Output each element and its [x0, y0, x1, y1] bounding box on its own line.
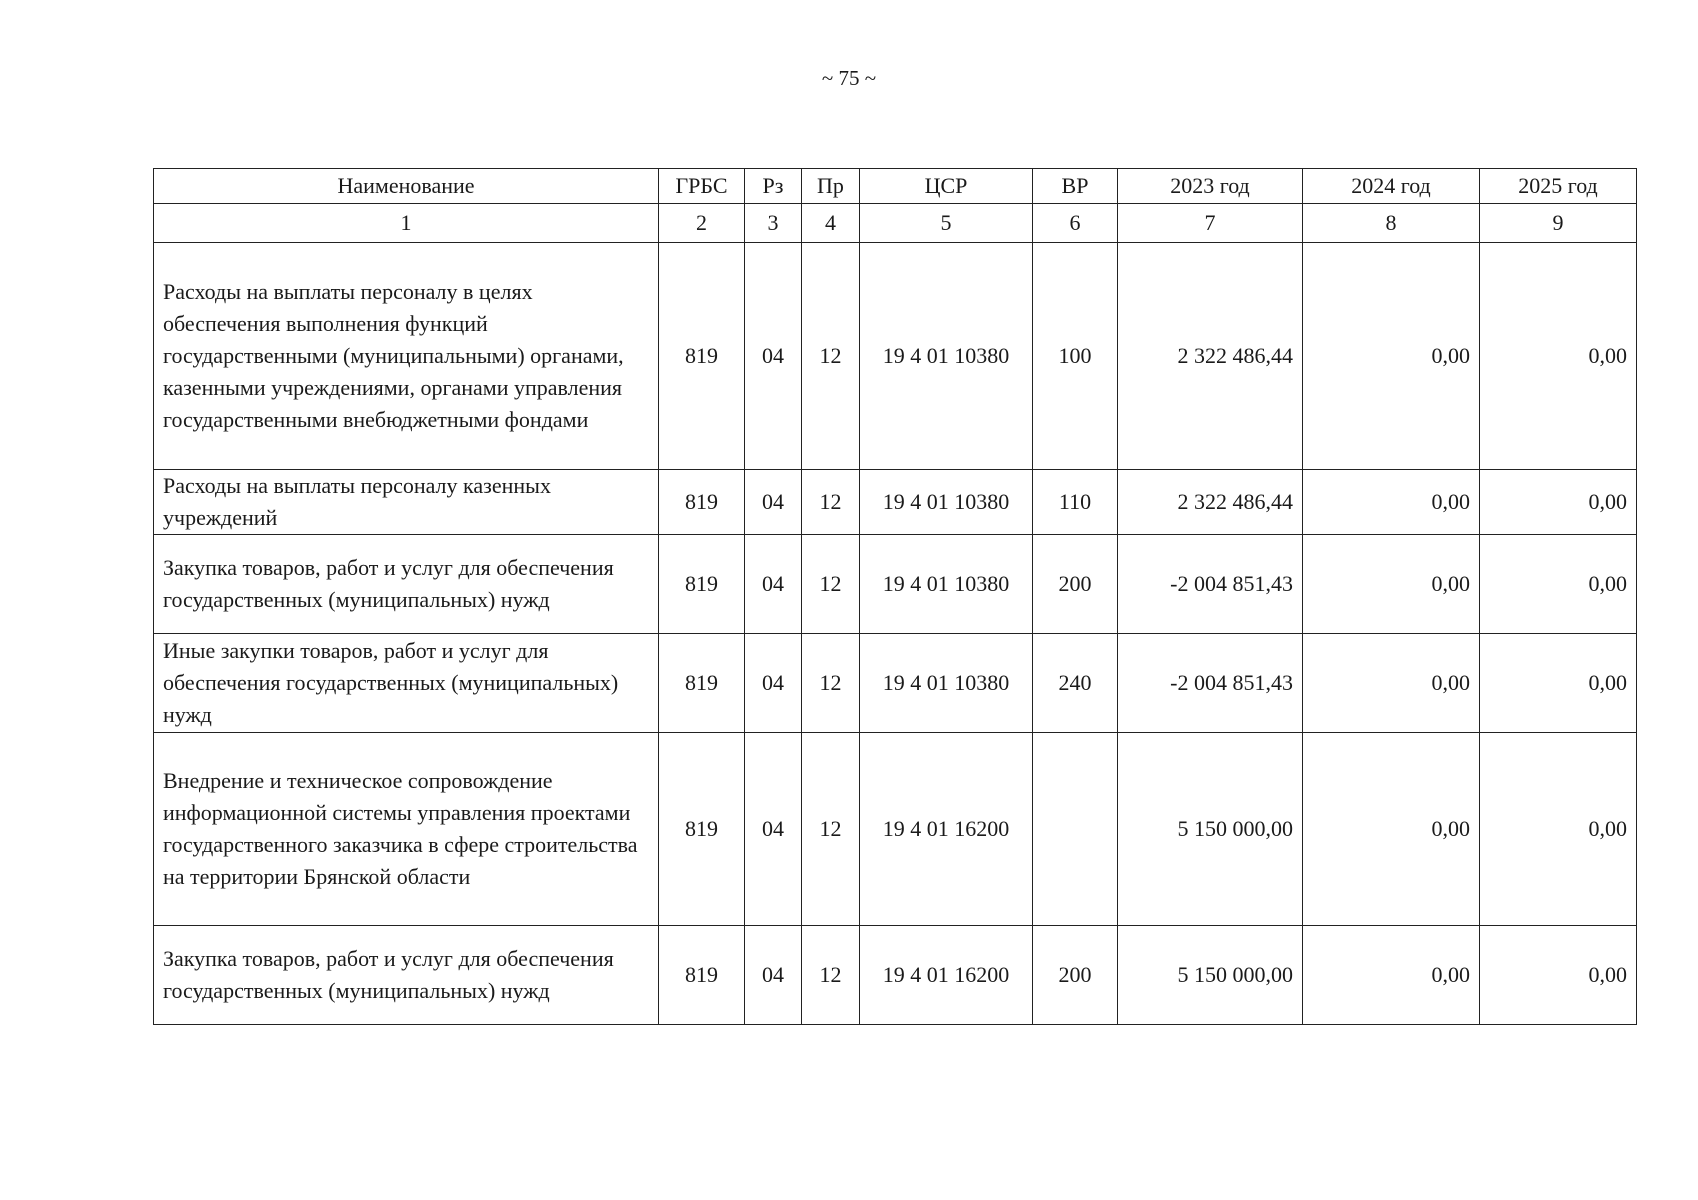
- row-2023: -2 004 851,43: [1118, 634, 1303, 733]
- row-rz: 04: [745, 470, 802, 535]
- row-2025: 0,00: [1480, 634, 1637, 733]
- row-rz: 04: [745, 243, 802, 470]
- row-2024: 0,00: [1303, 470, 1480, 535]
- row-csr: 19 4 01 10380: [860, 470, 1033, 535]
- budget-table: [153, 168, 1637, 1025]
- header-2024: 2024 год: [1303, 169, 1480, 204]
- row-2023: -2 004 851,43: [1118, 535, 1303, 634]
- row-2023: 2 322 486,44: [1118, 243, 1303, 470]
- row-rz: 04: [745, 733, 802, 926]
- header-grbs: ГРБС: [659, 169, 745, 204]
- table-row: [154, 733, 1637, 926]
- row-name: Закупка товаров, работ и услуг для обеспечения государственных (муниципальных) нужд: [154, 535, 659, 634]
- row-2024: 0,00: [1303, 733, 1480, 926]
- row-2025: 0,00: [1480, 926, 1637, 1025]
- row-2024: 0,00: [1303, 535, 1480, 634]
- row-csr: 19 4 01 10380: [860, 634, 1033, 733]
- row-2023: 2 322 486,44: [1118, 470, 1303, 535]
- row-name: Расходы на выплаты персоналу в целях обеспечения выполнения функций государственными (муниципальными) органами, казенными учреждениями, органами управления государственными внебюджетными фондами: [154, 243, 659, 470]
- row-vr: 100: [1033, 243, 1118, 470]
- row-vr: 200: [1033, 535, 1118, 634]
- table-row: [154, 535, 1637, 634]
- row-grbs: 819: [659, 535, 745, 634]
- column-number: 7: [1118, 204, 1303, 243]
- row-pr: 12: [802, 470, 860, 535]
- row-name: Иные закупки товаров, работ и услуг для обеспечения государственных (муниципальных) нужд: [154, 634, 659, 733]
- column-number: 2: [659, 204, 745, 243]
- header-row: [154, 169, 1637, 204]
- row-2025: 0,00: [1480, 470, 1637, 535]
- row-vr: 110: [1033, 470, 1118, 535]
- table-row: [154, 926, 1637, 1025]
- row-pr: 12: [802, 243, 860, 470]
- column-number: 5: [860, 204, 1033, 243]
- row-grbs: 819: [659, 243, 745, 470]
- table-row: [154, 470, 1637, 535]
- row-2024: 0,00: [1303, 926, 1480, 1025]
- row-rz: 04: [745, 926, 802, 1025]
- row-vr: [1033, 733, 1118, 926]
- row-vr: 240: [1033, 634, 1118, 733]
- row-pr: 12: [802, 926, 860, 1025]
- row-2023: 5 150 000,00: [1118, 926, 1303, 1025]
- row-grbs: 819: [659, 733, 745, 926]
- row-grbs: 819: [659, 926, 745, 1025]
- column-number: 8: [1303, 204, 1480, 243]
- column-number: 1: [154, 204, 659, 243]
- table-row: [154, 634, 1637, 733]
- header-vr: ВР: [1033, 169, 1118, 204]
- column-number: 4: [802, 204, 860, 243]
- row-rz: 04: [745, 535, 802, 634]
- column-number: 9: [1480, 204, 1637, 243]
- row-2025: 0,00: [1480, 535, 1637, 634]
- row-pr: 12: [802, 535, 860, 634]
- column-number-row: [154, 204, 1637, 243]
- row-2023: 5 150 000,00: [1118, 733, 1303, 926]
- column-number: 6: [1033, 204, 1118, 243]
- header-2023: 2023 год: [1118, 169, 1303, 204]
- row-grbs: 819: [659, 634, 745, 733]
- row-csr: 19 4 01 16200: [860, 926, 1033, 1025]
- header-csr: ЦСР: [860, 169, 1033, 204]
- header-name: Наименование: [154, 169, 659, 204]
- row-name: Расходы на выплаты персоналу казенных учреждений: [154, 470, 659, 535]
- row-grbs: 819: [659, 470, 745, 535]
- row-pr: 12: [802, 634, 860, 733]
- row-name: Внедрение и техническое сопровождение информационной системы управления проектами государственного заказчика в сфере строительства на территории Брянской области: [154, 733, 659, 926]
- row-rz: 04: [745, 634, 802, 733]
- row-2025: 0,00: [1480, 243, 1637, 470]
- row-2024: 0,00: [1303, 243, 1480, 470]
- row-csr: 19 4 01 16200: [860, 733, 1033, 926]
- column-number: 3: [745, 204, 802, 243]
- page-number: ~ 75 ~: [821, 66, 877, 90]
- row-2025: 0,00: [1480, 733, 1637, 926]
- row-2024: 0,00: [1303, 634, 1480, 733]
- header-rz: Рз: [745, 169, 802, 204]
- header-2025: 2025 год: [1480, 169, 1637, 204]
- row-name: Закупка товаров, работ и услуг для обеспечения государственных (муниципальных) нужд: [154, 926, 659, 1025]
- table-row: [154, 243, 1637, 470]
- row-vr: 200: [1033, 926, 1118, 1025]
- row-csr: 19 4 01 10380: [860, 243, 1033, 470]
- row-pr: 12: [802, 733, 860, 926]
- header-pr: Пр: [802, 169, 860, 204]
- row-csr: 19 4 01 10380: [860, 535, 1033, 634]
